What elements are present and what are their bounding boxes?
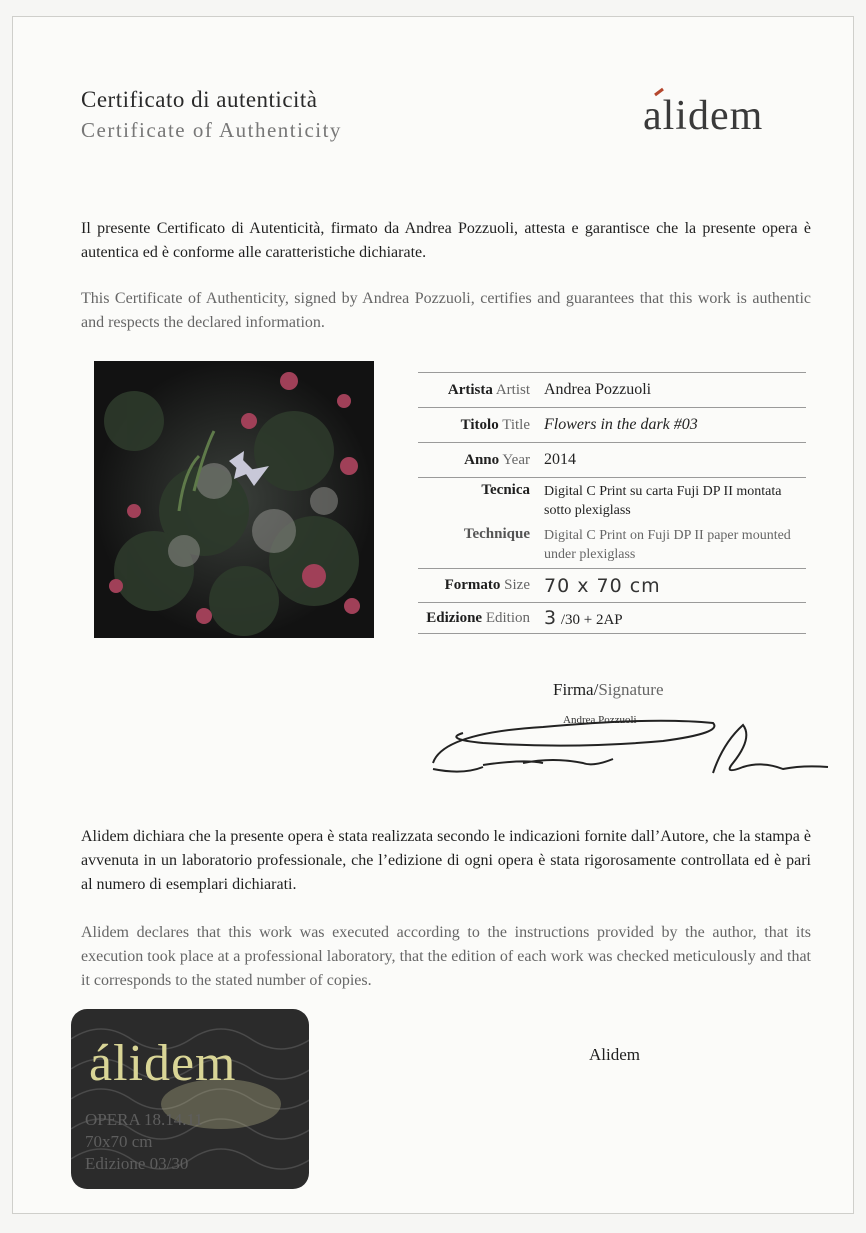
svg-text:alidem: alidem [643,93,764,137]
signature-area [423,703,833,783]
edition-value [544,607,806,629]
alidem-logo [643,87,823,147]
title-row [418,407,806,442]
intro-italian: Il presente Certificato di Autenticità, firmato da Andrea Pozzuoli, attesta e garantisce che la presente opera è autentica ed è conforme alle caratteristiche dichiarate. [81,220,811,261]
hologram-line-2: 70x70 cm [85,1132,153,1151]
technique-row [418,477,806,568]
size-row [418,568,806,602]
intro-english: This Certificate of Authenticity, signed by Andrea Pozzuoli, certifies and guarantees that this work is authentic and respects the declared information. [81,290,811,331]
artist-value: Andrea Pozzuoli [544,381,652,398]
alidem-logo-wordmark [643,87,823,137]
size-label: Formato Size [444,577,530,593]
year-value: 2014 [544,451,576,468]
artwork-image [94,361,374,638]
hologram-text [85,1109,203,1175]
hologram-line-1: OPERA 18.14.11 [85,1110,203,1129]
declaration-english: Alidem declares that this work was executed according to the instructions provided by the author, that its execution took place at a professional laboratory, that the edition of each work was checked meticulously and that it corresponds to the stated number of copies. [81,924,811,989]
title-value: Flowers in the dark #03 [544,416,698,433]
technique-label-italian: Tecnica [481,482,530,498]
year-label: Anno Year [464,451,530,468]
technique-value-english: Digital C Print on Fuji DP II paper mounted under plexiglass [544,528,791,562]
artist-label: Artista Artist [447,381,530,398]
size-value: 70 x 70 cm [544,574,661,597]
edition-label: Edizione Edition [426,609,530,626]
certificate-sheet [12,16,854,1214]
declaration-italian: Alidem dichiara che la presente opera è stata realizzata secondo le indicazioni fornite dall’Autore, che la stampa è avvenuta in un laboratorio professionale, che l’edizione di ogni opera è stata rigorosamente controllata ed è pari al numero di esemplari dichiarati. [81,828,811,893]
handwritten-signature [423,703,833,783]
artwork-details-table [418,372,806,634]
edition-total: /30 + 2AP [560,612,623,628]
signature-label: Firma/Signature [553,680,664,699]
hologram-seal [71,1009,309,1189]
hologram-line-3: Edizione 03/30 [85,1154,189,1173]
year-row [418,442,806,477]
technique-value-italian: Digital C Print su carta Fuji DP II montata sotto plexiglass [544,484,782,518]
artist-row [418,372,806,407]
title-italian: Certificato di autenticità [81,87,318,112]
title-label: Titolo Title [460,416,530,433]
edition-row [418,602,806,634]
signature-name-stamp: Andrea Pozzuoli [563,714,637,726]
title-english: Certificate of Authenticity [81,118,342,142]
technique-label-english: Technique [463,526,530,542]
edition-number: 3 [544,607,558,629]
hologram-logo: álidem [89,1035,237,1092]
issuer-name: Alidem [589,1045,640,1064]
